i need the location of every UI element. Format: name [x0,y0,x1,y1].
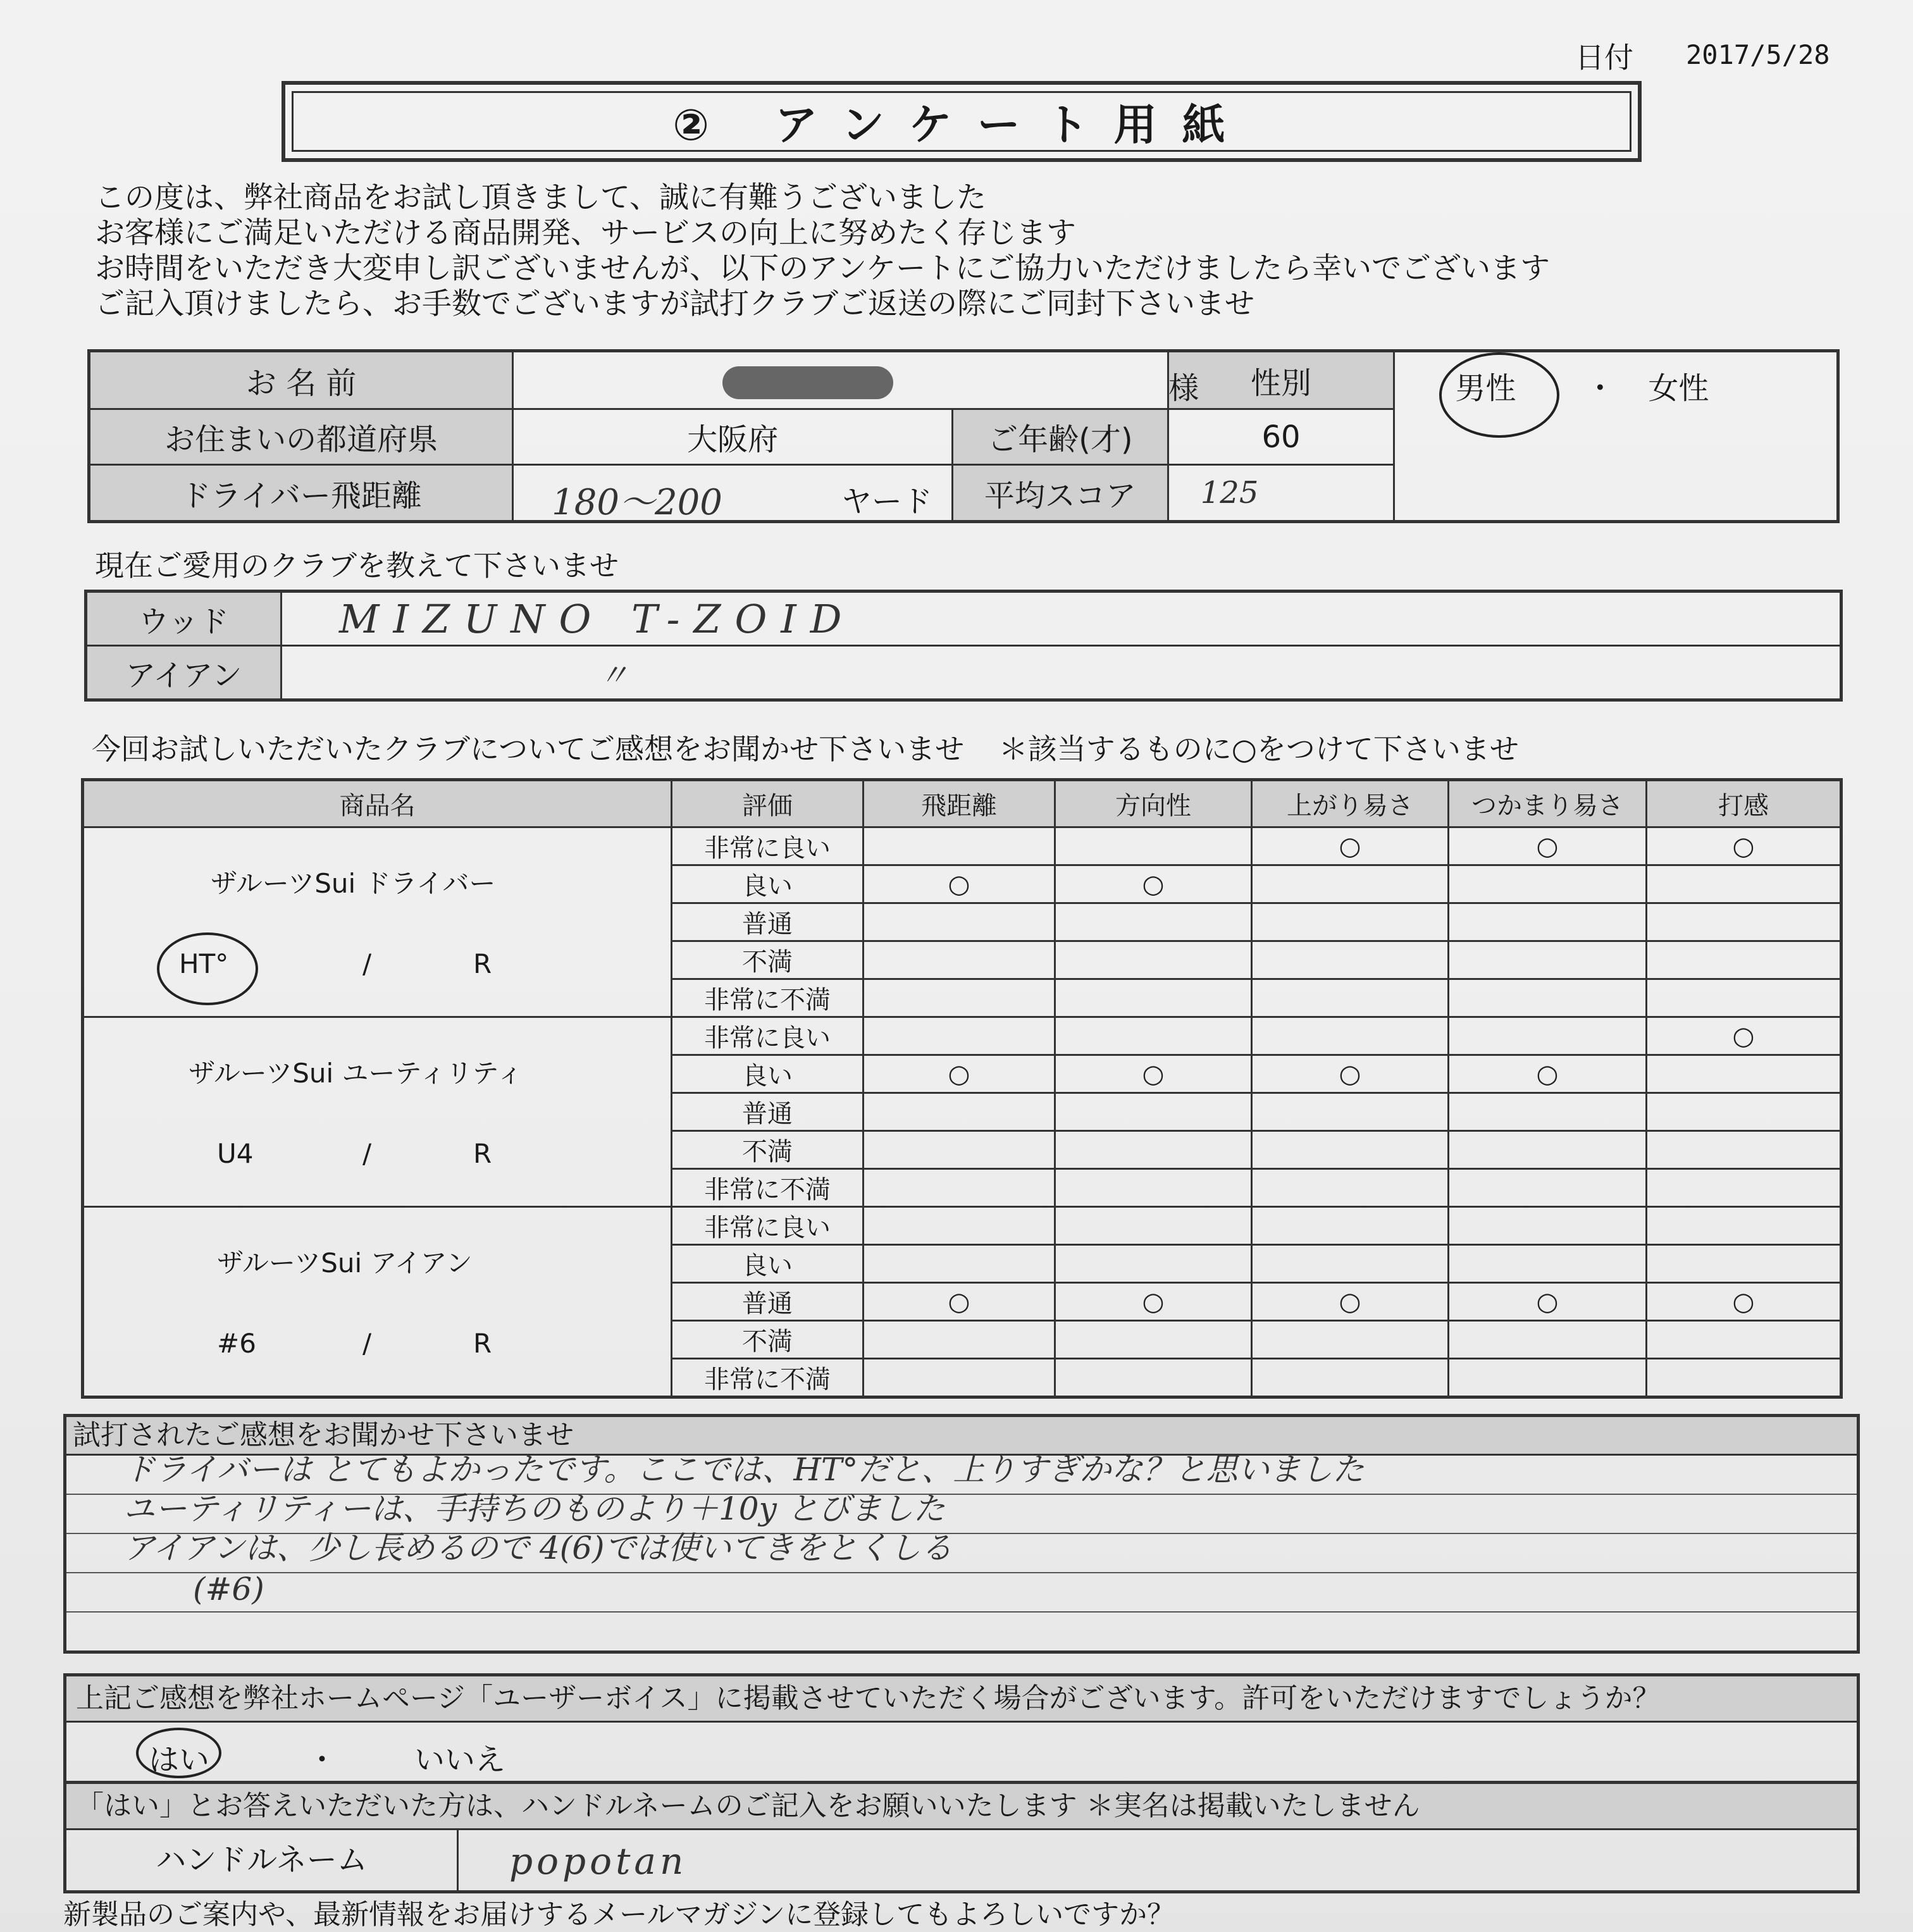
cell[interactable] [1647,1321,1842,1359]
product-spec-a[interactable]: U4 [217,1138,254,1169]
cell[interactable] [1449,1207,1647,1245]
cell[interactable] [1449,941,1647,979]
product-iron [83,1207,672,1397]
cell[interactable] [1055,1245,1252,1283]
cell[interactable] [1055,1093,1252,1131]
cell[interactable] [1449,1321,1647,1359]
rating-label: 普通 [672,1283,864,1321]
cell[interactable] [1252,1321,1449,1359]
permission-yes[interactable]: はい [149,1742,210,1778]
intro-line: この度は、弊社商品をお試し頂きまして、誠に有難うございました [95,180,987,215]
header-distance: 飛距離 [864,780,1055,827]
product-utility [83,1017,672,1207]
intro-line: お時間をいただき大変申し訳ございませんが、以下のアンケートにご協力いただけましたら幸いでございます [95,251,1551,286]
cell[interactable] [1055,1359,1252,1397]
cell[interactable] [1449,1359,1647,1397]
cell[interactable] [1055,1131,1252,1169]
comment-line [66,1530,1857,1573]
permission-box [63,1673,1860,1786]
intro-line: お客様にご満足いただける商品開発、サービスの向上に努めたく存じます [95,216,1076,251]
cell[interactable] [1647,1093,1842,1131]
mark[interactable]: ○ [1055,1055,1252,1093]
current-clubs-table [84,590,1843,702]
age-value[interactable]: 60 [1168,409,1394,465]
average-score-label: 平均スコア [953,465,1168,522]
product-spec-a[interactable]: HT° [179,948,229,979]
rating-label: 良い [672,1055,864,1093]
handle-label: ハンドルネーム [66,1830,459,1890]
mark[interactable]: ○ [1252,827,1449,865]
cell[interactable] [864,1321,1055,1359]
cell[interactable] [1449,1169,1647,1207]
cell[interactable] [1449,1093,1647,1131]
cell[interactable] [1055,1169,1252,1207]
cell[interactable] [1252,865,1449,903]
header-product: 商品名 [83,780,672,827]
wood-label: ウッド [86,591,282,646]
mark[interactable]: ○ [864,1055,1055,1093]
cell[interactable] [1055,1321,1252,1359]
rating-label: 非常に不満 [672,979,864,1017]
newsletter-question: 新製品のご案内や、最新情報をお届けするメールマガジンに登録してもよろしいですか？ [63,1898,1175,1931]
rating-label: 普通 [672,1093,864,1131]
driver-distance-label: ドライバー飛距離 [89,465,513,522]
product-slash: / [362,1138,372,1169]
permission-options [66,1723,1857,1783]
rating-label: 非常に良い [672,827,864,865]
profile-table [87,349,1840,523]
prefecture-value[interactable]: 大阪府 [513,409,953,465]
gender-female[interactable]: 女性 [1648,371,1709,406]
product-driver [83,827,672,1017]
mark[interactable]: ○ [1252,1283,1449,1321]
comment-text: ユーティリティーは、手持ちのものより＋10y とびました [123,1490,945,1527]
product-name: ザルーツSui ドライバー [211,868,496,899]
cell[interactable] [864,1131,1055,1169]
rating-label: 良い [672,865,864,903]
iron-label: アイアン [86,646,282,700]
comment-text: (#6) [193,1571,264,1607]
name-label: お 名 前 [89,351,513,409]
cell[interactable] [1449,1131,1647,1169]
cell[interactable] [1252,1245,1449,1283]
permission-separator: ・ [307,1742,338,1778]
cell[interactable] [1055,1207,1252,1245]
eval-note: ＊該当するものに○をつけて下さいませ [998,732,1519,766]
comment-line [66,1573,1857,1613]
age-label: ご年齢(才) [953,409,1168,465]
cell[interactable] [1647,903,1842,941]
cell[interactable] [1647,1359,1842,1397]
product-slash: / [362,948,372,979]
rating-label: 非常に良い [672,1017,864,1055]
cell[interactable] [1449,1017,1647,1055]
mark[interactable]: ○ [1647,827,1842,865]
cell[interactable] [864,1359,1055,1397]
header-grip: つかまり易さ [1449,780,1647,827]
permission-heading: 上記ご感想を弊社ホームページ「ユーザーボイス」に掲載させていただく場合がございます。許可をいただけますでしょうか？ [66,1676,1857,1723]
intro-line: ご記入頂けましたら、お手数でございますが試打クラブご返送の際にご同封下さいませ [95,287,1254,321]
mark[interactable]: ○ [1449,827,1647,865]
cell[interactable] [1647,1131,1842,1169]
cell[interactable] [1647,1207,1842,1245]
name-suffix: 様 [1168,371,1199,406]
product-spec-b[interactable]: R [473,1138,492,1169]
cell[interactable] [1252,979,1449,1017]
intro-text [95,180,1550,322]
comment-text: ドライバーは とてもよかったです。ここでは、HT°だと、上りすぎかな？と思いました [123,1451,1365,1488]
eval-heading: 今回お試しいただいたクラブについてご感想をお聞かせ下さいませ [92,732,965,766]
rating-label: 不満 [672,1131,864,1169]
cell[interactable] [1252,1093,1449,1131]
cell[interactable] [1647,1169,1842,1207]
cell[interactable] [1647,979,1842,1017]
cell[interactable] [1449,1245,1647,1283]
cell[interactable] [1252,1207,1449,1245]
cell[interactable] [864,1169,1055,1207]
handle-row [66,1830,1857,1890]
handle-value[interactable]: popotan [509,1840,688,1883]
product-name: ザルーツSui アイアン [217,1248,473,1279]
cell[interactable] [864,1017,1055,1055]
product-spec-a[interactable]: #6 [217,1328,256,1359]
gender-field[interactable] [1394,351,1838,522]
name-field[interactable] [513,351,1199,409]
evaluation-table [81,778,1843,1399]
product-name: ザルーツSui ユーティリティ [189,1058,523,1089]
cell[interactable] [1055,979,1252,1017]
header-feel: 打感 [1647,780,1842,827]
cell[interactable] [1252,903,1449,941]
cell[interactable] [1647,941,1842,979]
cell[interactable] [1055,941,1252,979]
cell[interactable] [1252,941,1449,979]
driver-distance-value: 180〜200 [552,482,722,523]
product-spec-b[interactable]: R [473,1328,492,1359]
rating-label: 不満 [672,941,864,979]
rating-label: 良い [672,1245,864,1283]
mark[interactable]: ○ [1055,865,1252,903]
mark[interactable]: ○ [1449,1055,1647,1093]
cell[interactable] [1449,903,1647,941]
cell[interactable] [864,1093,1055,1131]
cell[interactable] [1252,1017,1449,1055]
iron-value[interactable]: 〃 [282,646,1842,700]
cell[interactable] [864,903,1055,941]
cell[interactable] [864,979,1055,1017]
permission-no[interactable]: いいえ [414,1742,506,1778]
wood-value[interactable]: MIZUNO T-ZOID [282,591,1842,646]
handle-heading: 「はい」とお答えいただいた方は、ハンドルネームのご記入をお願いいたします ＊実名は掲載いたしません [66,1784,1857,1830]
rating-label: 非常に不満 [672,1359,864,1397]
comment-box[interactable] [63,1414,1860,1654]
cell[interactable] [1055,827,1252,865]
redacted-name [722,366,893,399]
gender-label: 性別 [1168,351,1394,409]
average-score-value[interactable]: 125 [1168,465,1394,522]
page-title: ② アンケート用紙 [292,91,1631,152]
cell[interactable] [1252,1169,1449,1207]
comment-text: アイアンは、少し長めるので 4(6)では使いてきをとくしる [123,1530,953,1566]
cell[interactable] [1449,865,1647,903]
product-spec-b[interactable]: R [473,948,492,979]
selection-circle [1439,352,1559,438]
cell[interactable] [1647,1055,1842,1093]
selection-circle [136,1728,221,1778]
cell[interactable] [1647,1245,1842,1283]
selection-circle [157,932,258,1005]
mark[interactable]: ○ [1252,1055,1449,1093]
comment-line [66,1613,1857,1650]
mark[interactable]: ○ [1647,1017,1842,1055]
cell[interactable] [1449,979,1647,1017]
cell[interactable] [864,1245,1055,1283]
header-rating: 評価 [672,780,864,827]
cell[interactable] [864,827,1055,865]
cell[interactable] [1252,1131,1449,1169]
mark[interactable]: ○ [1055,1283,1252,1321]
header-direction: 方向性 [1055,780,1252,827]
cell[interactable] [864,1207,1055,1245]
rating-label: 普通 [672,903,864,941]
cell[interactable] [864,941,1055,979]
rating-label: 非常に不満 [672,1169,864,1207]
driver-distance-field[interactable] [513,465,953,522]
handle-box [63,1781,1860,1893]
date-value: 2017/5/28 [1686,39,1830,70]
date-label: 日付 [1575,40,1633,75]
driver-distance-unit: ヤード [841,484,933,519]
rating-label: 非常に良い [672,1207,864,1245]
cell[interactable] [1647,865,1842,903]
mark[interactable]: ○ [864,865,1055,903]
mark[interactable]: ○ [1647,1283,1842,1321]
prefecture-label: お住まいの都道府県 [89,409,513,465]
clubs-heading: 現在ご愛用のクラブを教えて下さいませ [95,548,619,583]
product-slash: / [362,1328,372,1359]
header-launch: 上がり易さ [1252,780,1449,827]
comment-heading: 試打されたご感想をお聞かせ下さいませ [66,1417,1857,1456]
title-box [282,81,1642,162]
cell[interactable] [1055,903,1252,941]
mark[interactable]: ○ [864,1283,1055,1321]
gender-separator: ・ [1585,371,1616,406]
rating-label: 不満 [672,1321,864,1359]
cell[interactable] [1252,1359,1449,1397]
cell[interactable] [1055,1017,1252,1055]
gender-male[interactable]: 男性 [1455,371,1516,406]
mark[interactable]: ○ [1449,1283,1647,1321]
